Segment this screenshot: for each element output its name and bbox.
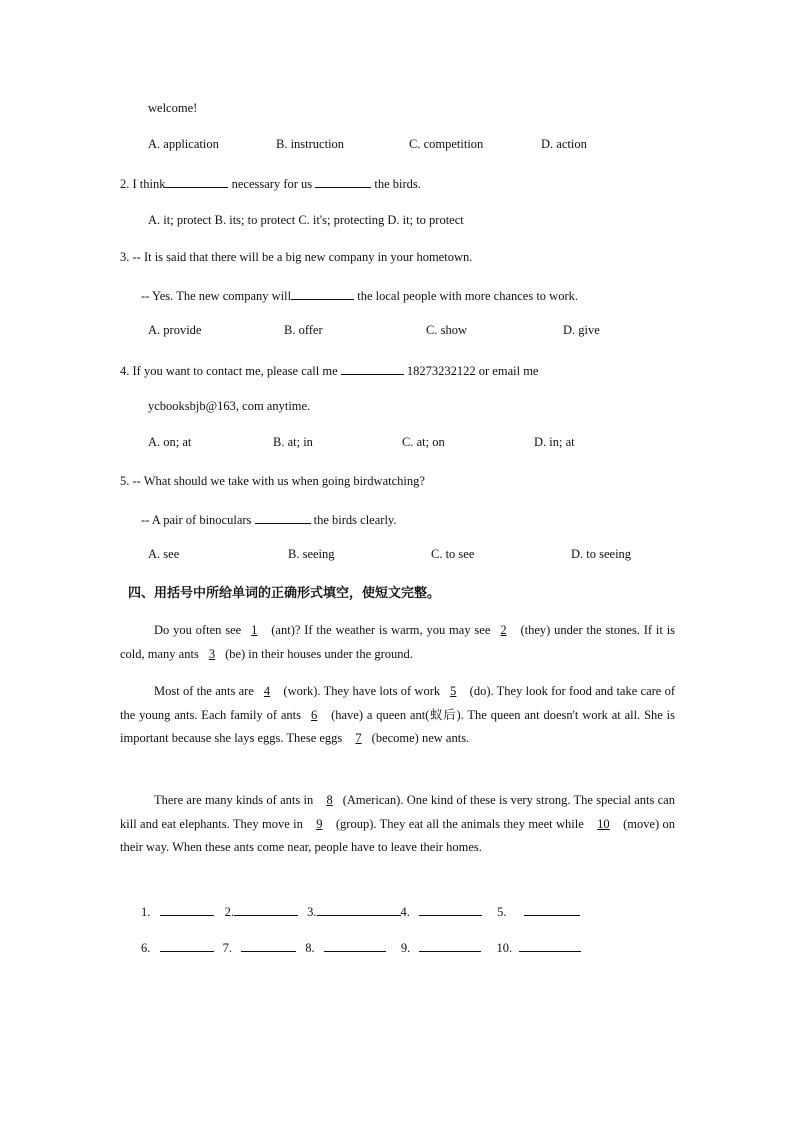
q5-option-c: C. to see xyxy=(431,547,475,561)
blank-number[interactable]: 7 xyxy=(355,731,362,745)
blank-number[interactable]: 4 xyxy=(263,684,271,698)
blank-number[interactable]: 5 xyxy=(450,684,457,698)
answer-label: 3. xyxy=(307,905,317,919)
passage-paragraph-2: Most of the ants are 4 (work). They have lots of work 5 (do). They look for food and take care of the young ants. Each family of ants 6 (have) a queen ant(蚁后). The queen ant doesn't work at all. She is important because she lays eggs. These eggs 7 (become) new ants. xyxy=(120,680,675,751)
q3-option-a: A. provide xyxy=(148,323,202,337)
blank-number[interactable]: 9 xyxy=(316,816,323,831)
answer-line[interactable] xyxy=(317,902,401,916)
q5-option-a: A. see xyxy=(148,547,180,561)
q4-option-c: C. at; on xyxy=(402,435,445,449)
answer-label: 5. xyxy=(497,905,507,919)
q4-option-d: D. in; at xyxy=(534,435,575,449)
q4-line1: 4. If you want to contact me, please call me 18273232122 or email me xyxy=(120,361,538,379)
q1-tail: welcome! xyxy=(148,101,198,115)
answer-blank[interactable] xyxy=(255,510,311,524)
section-heading: 四、用括号中所给单词的正确形式填空，使短文完整。 xyxy=(128,586,441,601)
q1-option-a: A. application xyxy=(148,137,219,151)
passage-paragraph-3: There are many kinds of ants in 8 (American). One kind of these is very strong. The special ants can kill and eat elephants. They move in 9 (group). They eat all the animals they meet while 10 (move) on their way. When these ants come near, people have to leave their homes. xyxy=(120,789,675,860)
passage-paragraph-1: Do you often see 1 (ant)? If the weather is warm, you may see 2 (they) under the stones. If it is cold, many ants 3 (be) in their houses under the ground. xyxy=(120,619,675,666)
answer-line[interactable] xyxy=(234,902,298,916)
answer-line[interactable] xyxy=(519,938,581,952)
blank-number[interactable]: 8 xyxy=(326,793,333,807)
blank-number[interactable]: 2 xyxy=(500,623,507,637)
answer-line[interactable] xyxy=(419,902,482,916)
answer-label: 2. xyxy=(224,905,234,919)
q4-line2: ycbooksbjb@163, com anytime. xyxy=(148,399,311,413)
answer-label: 1. xyxy=(141,905,151,919)
answer-label: 8. xyxy=(305,941,315,955)
answer-label: 9. xyxy=(400,941,411,955)
answer-label: 7. xyxy=(222,941,232,955)
question-2: 2. I think necessary for us the birds. xyxy=(120,174,421,192)
q3-line1: 3. -- It is said that there will be a big new company in your hometown. xyxy=(120,250,473,264)
q4-option-b: B. at; in xyxy=(273,435,313,449)
answer-label: 10. xyxy=(496,941,513,955)
q5-option-d: D. to seeing xyxy=(571,547,632,561)
answer-row-1 xyxy=(141,902,580,920)
answer-blank[interactable] xyxy=(315,174,371,188)
blank-number[interactable]: 6 xyxy=(311,707,318,722)
answer-line[interactable] xyxy=(160,902,214,916)
answer-line[interactable] xyxy=(241,938,296,952)
q3-option-d: D. give xyxy=(563,323,600,337)
blank-number[interactable]: 10 xyxy=(597,816,610,831)
answer-line[interactable] xyxy=(524,902,580,916)
answer-line[interactable] xyxy=(419,938,481,952)
answer-blank[interactable] xyxy=(341,361,404,375)
q3-line2: -- Yes. The new company will the local people with more chances to work. xyxy=(141,286,578,304)
q4-option-a: A. on; at xyxy=(148,435,192,449)
answer-label: 6. xyxy=(141,941,151,955)
answer-line[interactable] xyxy=(324,938,386,952)
answer-row-2 xyxy=(141,938,581,956)
q3-option-b: B. offer xyxy=(284,323,323,337)
answer-line[interactable] xyxy=(160,938,214,952)
answer-blank[interactable] xyxy=(165,174,228,188)
q5-line2: -- A pair of binoculars the birds clearly. xyxy=(141,510,396,528)
answer-label: 4. xyxy=(400,905,410,919)
q2-options: A. it; protect B. its; to protect C. it's; protecting D. it; to protect xyxy=(148,213,464,227)
q1-option-c: C. competition xyxy=(409,137,484,151)
answer-blank[interactable] xyxy=(291,286,354,300)
q5-option-b: B. seeing xyxy=(288,547,335,561)
q5-line1: 5. -- What should we take with us when going birdwatching? xyxy=(120,474,425,488)
blank-number[interactable]: 3 xyxy=(208,646,216,661)
q3-option-c: C. show xyxy=(426,323,467,337)
q1-option-d: D. action xyxy=(541,137,587,151)
q1-option-b: B. instruction xyxy=(276,137,345,151)
blank-number[interactable]: 1 xyxy=(251,623,258,637)
